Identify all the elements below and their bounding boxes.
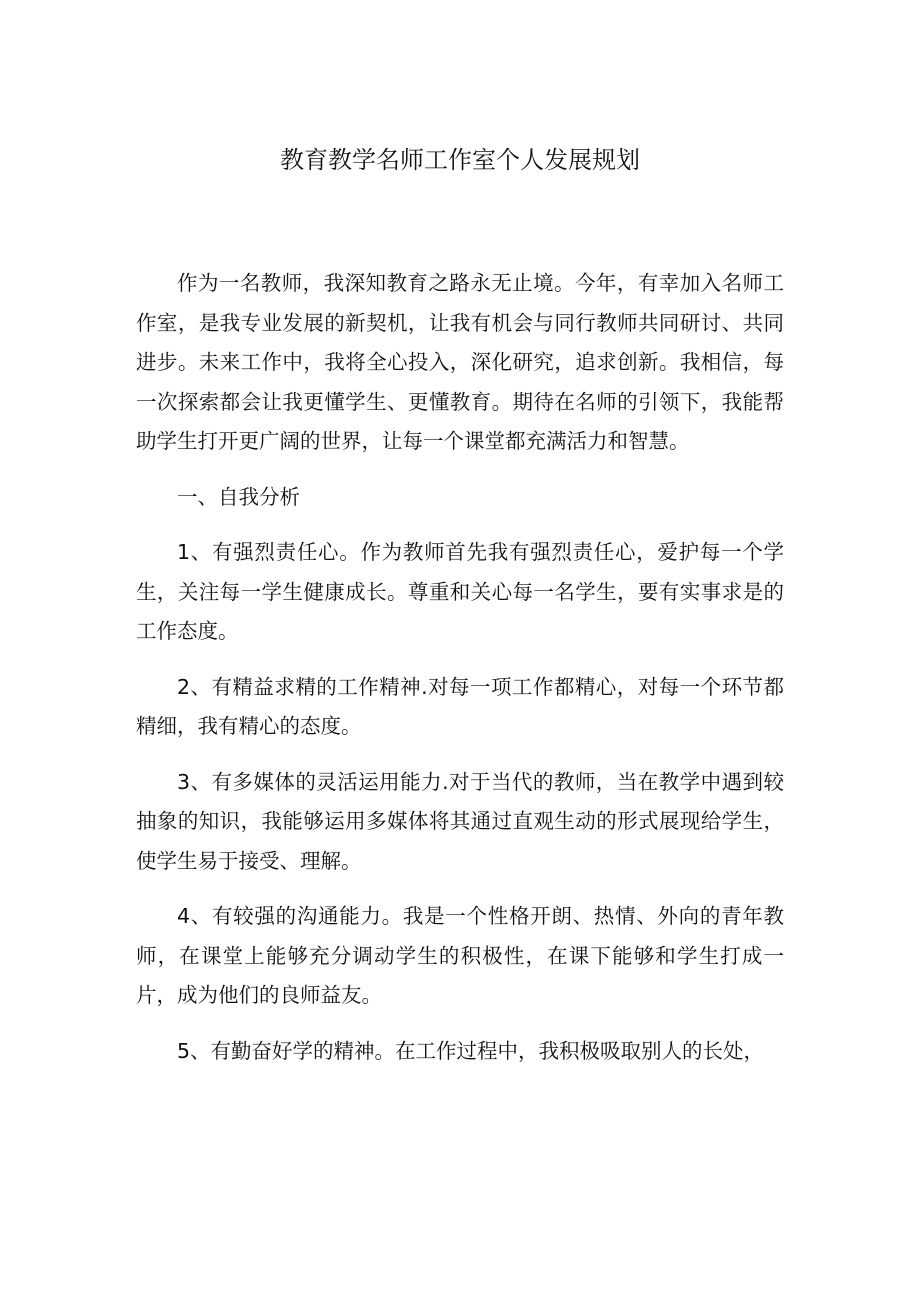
document-title: 教育教学名师工作室个人发展规划 — [280, 146, 640, 174]
point-4-paragraph: 4、有较强的沟通能力。我是一个性格开朗、热情、外向的青年教师，在课堂上能够充分调动学生的积极性，在课下能够和学生打成一片，成为他们的良师益友。 — [136, 904, 784, 1007]
section-heading-self-analysis: 一、自我分析 — [177, 484, 300, 509]
point-5-paragraph: 5、有勤奋好学的精神。在工作过程中，我积极吸取别人的长处， — [177, 1038, 765, 1063]
point-2-paragraph: 2、有精益求精的工作精神.对每一项工作都精心，对每一个环节都精细，我有精心的态度。 — [136, 674, 784, 738]
intro-paragraph: 作为一名教师，我深知教育之路永无止境。今年，有幸加入名师工作室，是我专业发展的新契机，让我有机会与同行教师共同研讨、共同进步。未来工作中，我将全心投入，深化研究，追求创新。我相信，每一次探索都会让我更懂学生、更懂教育。期待在名师的引领下，我能帮助学生打开更广阔的世界，让每一个课堂都充满活力和智慧。 — [136, 271, 784, 453]
point-1-paragraph: 1、有强烈责任心。作为教师首先我有强烈责任心，爱护每一个学生，关注每一学生健康成长。尊重和关心每一名学生，要有实事求是的工作态度。 — [136, 540, 784, 643]
point-3-paragraph: 3、有多媒体的灵活运用能力.对于当代的教师，当在教学中遇到较抽象的知识，我能够运用多媒体将其通过直观生动的形式展现给学生，使学生易于接受、理解。 — [136, 769, 784, 873]
